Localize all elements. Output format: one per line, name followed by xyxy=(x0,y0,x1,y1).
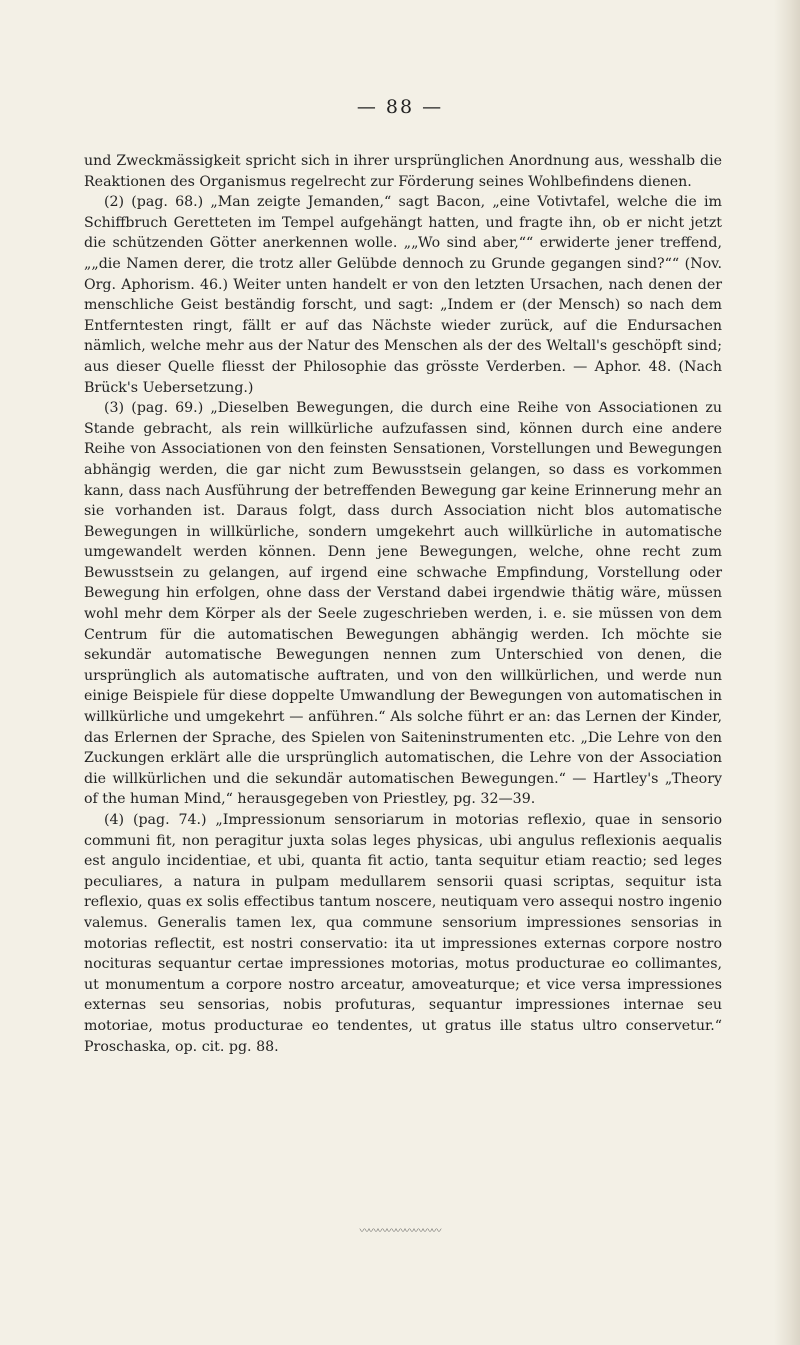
note-4: (4) (pag. 74.) „Impressionum sensoriarum in motorias reflexio, quae in sensorio communi fit, non peragitur juxta solas leges physicas, ubi angulus reflexionis aequalis est angulo incidentiae, et ubi, quanta fit actio, tanta sequitur etiam reactio; sed leges peculiares, a natura in pulpam medullarem sensorii quasi scriptas, sequitur ista reflexio, quas ex solis effectibus tantum noscere, neutiquam vero assequi nostro ingenio valemus. Generalis tamen lex, qua commune sensorium impressiones sensorias in motorias reflectit, est nostri conservatio: ita ut impressiones externas corpore nostro nocituras sequantur certae impressiones motorias, motus producturae eo collimantes, ut monumentum a corpore nostro arceatur, amoveaturque; et vice versa impressiones externas seu sensorias, nobis profuturas, sequantur impressiones internae seu motoriae, motus producturae eo tendentes, ut gratus ille status ultro conservetur.“ Proschaska, op. cit. pg. 88. xyxy=(84,812,722,1055)
note-3: (3) (pag. 69.) „Dieselben Bewegungen, die durch eine Reihe von Associationen zu Stande gebracht, als rein willkürliche aufzufassen sind, können durch eine andere Reihe von Associationen von den feinsten Sensationen, Vorstellungen und Bewegungen abhängig werden, die gar nicht zum Bewusstsein gelangen, so dass es vorkommen kann, dass nach Ausführung der betreffenden Bewegung gar keine Erinnerung mehr an sie vorhanden ist. Daraus folgt, dass durch Association nicht blos automatische Bewegungen in willkürliche, sondern umgekehrt auch willkürliche in automatische umgewandelt werden können. Denn jene Bewegungen, welche, ohne recht zum Bewusstsein zu gelangen, auf irgend eine schwache Empfindung, Vorstellung oder Bewegung hin erfolgen, ohne dass der Verstand dabei irgendwie thätig wäre, müssen wohl mehr dem Körper als der Seele zugeschrieben werden, i. e. sie müssen von dem Centrum für die automatischen Bewegungen abhängig werden. Ich möchte sie sekundär automatische Bewegungen nennen zum Unterschied von denen, die ursprünglich als automatische auftraten, und von den willkürlichen, und werde nun einige Beispiele für diese doppelte Umwandlung der Bewegungen von automatischen in willkürliche und umgekehrt — anführen.“ Als solche führt er an: das Lernen der Kinder, das Erlernen der Sprache, des Spielen von Saiteninstrumenten etc. „Die Lehre von den Zuckungen erklärt alle die ursprünglich automatischen, die Lehre von der Association die willkürlichen und die sekundär automatischen Bewegungen.“ — Hartley's „Theory of the human Mind,“ herausgegeben von Priestley, pg. 32—39. xyxy=(84,400,722,808)
page-edge-shadow xyxy=(774,0,800,1345)
body-text xyxy=(84,151,722,1057)
page-number: — 88 — xyxy=(356,96,444,118)
end-ornament: 〰〰〰〰〰〰〰〰〰 xyxy=(359,1226,441,1237)
paragraph-continuation: und Zweckmässigkeit spricht sich in ihrer ursprünglichen Anordnung aus, wesshalb die Reaktionen des Organismus regelrecht zur Förderung seines Wohlbefindens dienen. xyxy=(84,153,722,190)
note-2: (2) (pag. 68.) „Man zeigte Jemanden,“ sagt Bacon, „eine Votivtafel, welche die im Schiffbruch Geretteten im Tempel aufgehängt hatten, und fragte ihn, ob er nicht jetzt die schützenden Götter anerkennen wolle. „„Wo sind aber,““ erwiderte jener treffend, „„die Namen derer, die trotz aller Gelübde dennoch zu Grunde gegangen sind?““ (Nov. Org. Aphorism. 46.) Weiter unten handelt er von den letzten Ursachen, nach denen der menschliche Geist beständig forscht, und sagt: „Indem er (der Mensch) so nach dem Entferntesten ringt, fällt er auf das Nächste wieder zurück, auf die Endursachen nämlich, welche mehr aus der Natur des Menschen als der des Weltall's geschöpft sind; aus dieser Quelle fliesst der Philosophie das grösste Verderben. — Aphor. 48. (Nach Brück's Uebersetzung.) xyxy=(84,194,722,396)
